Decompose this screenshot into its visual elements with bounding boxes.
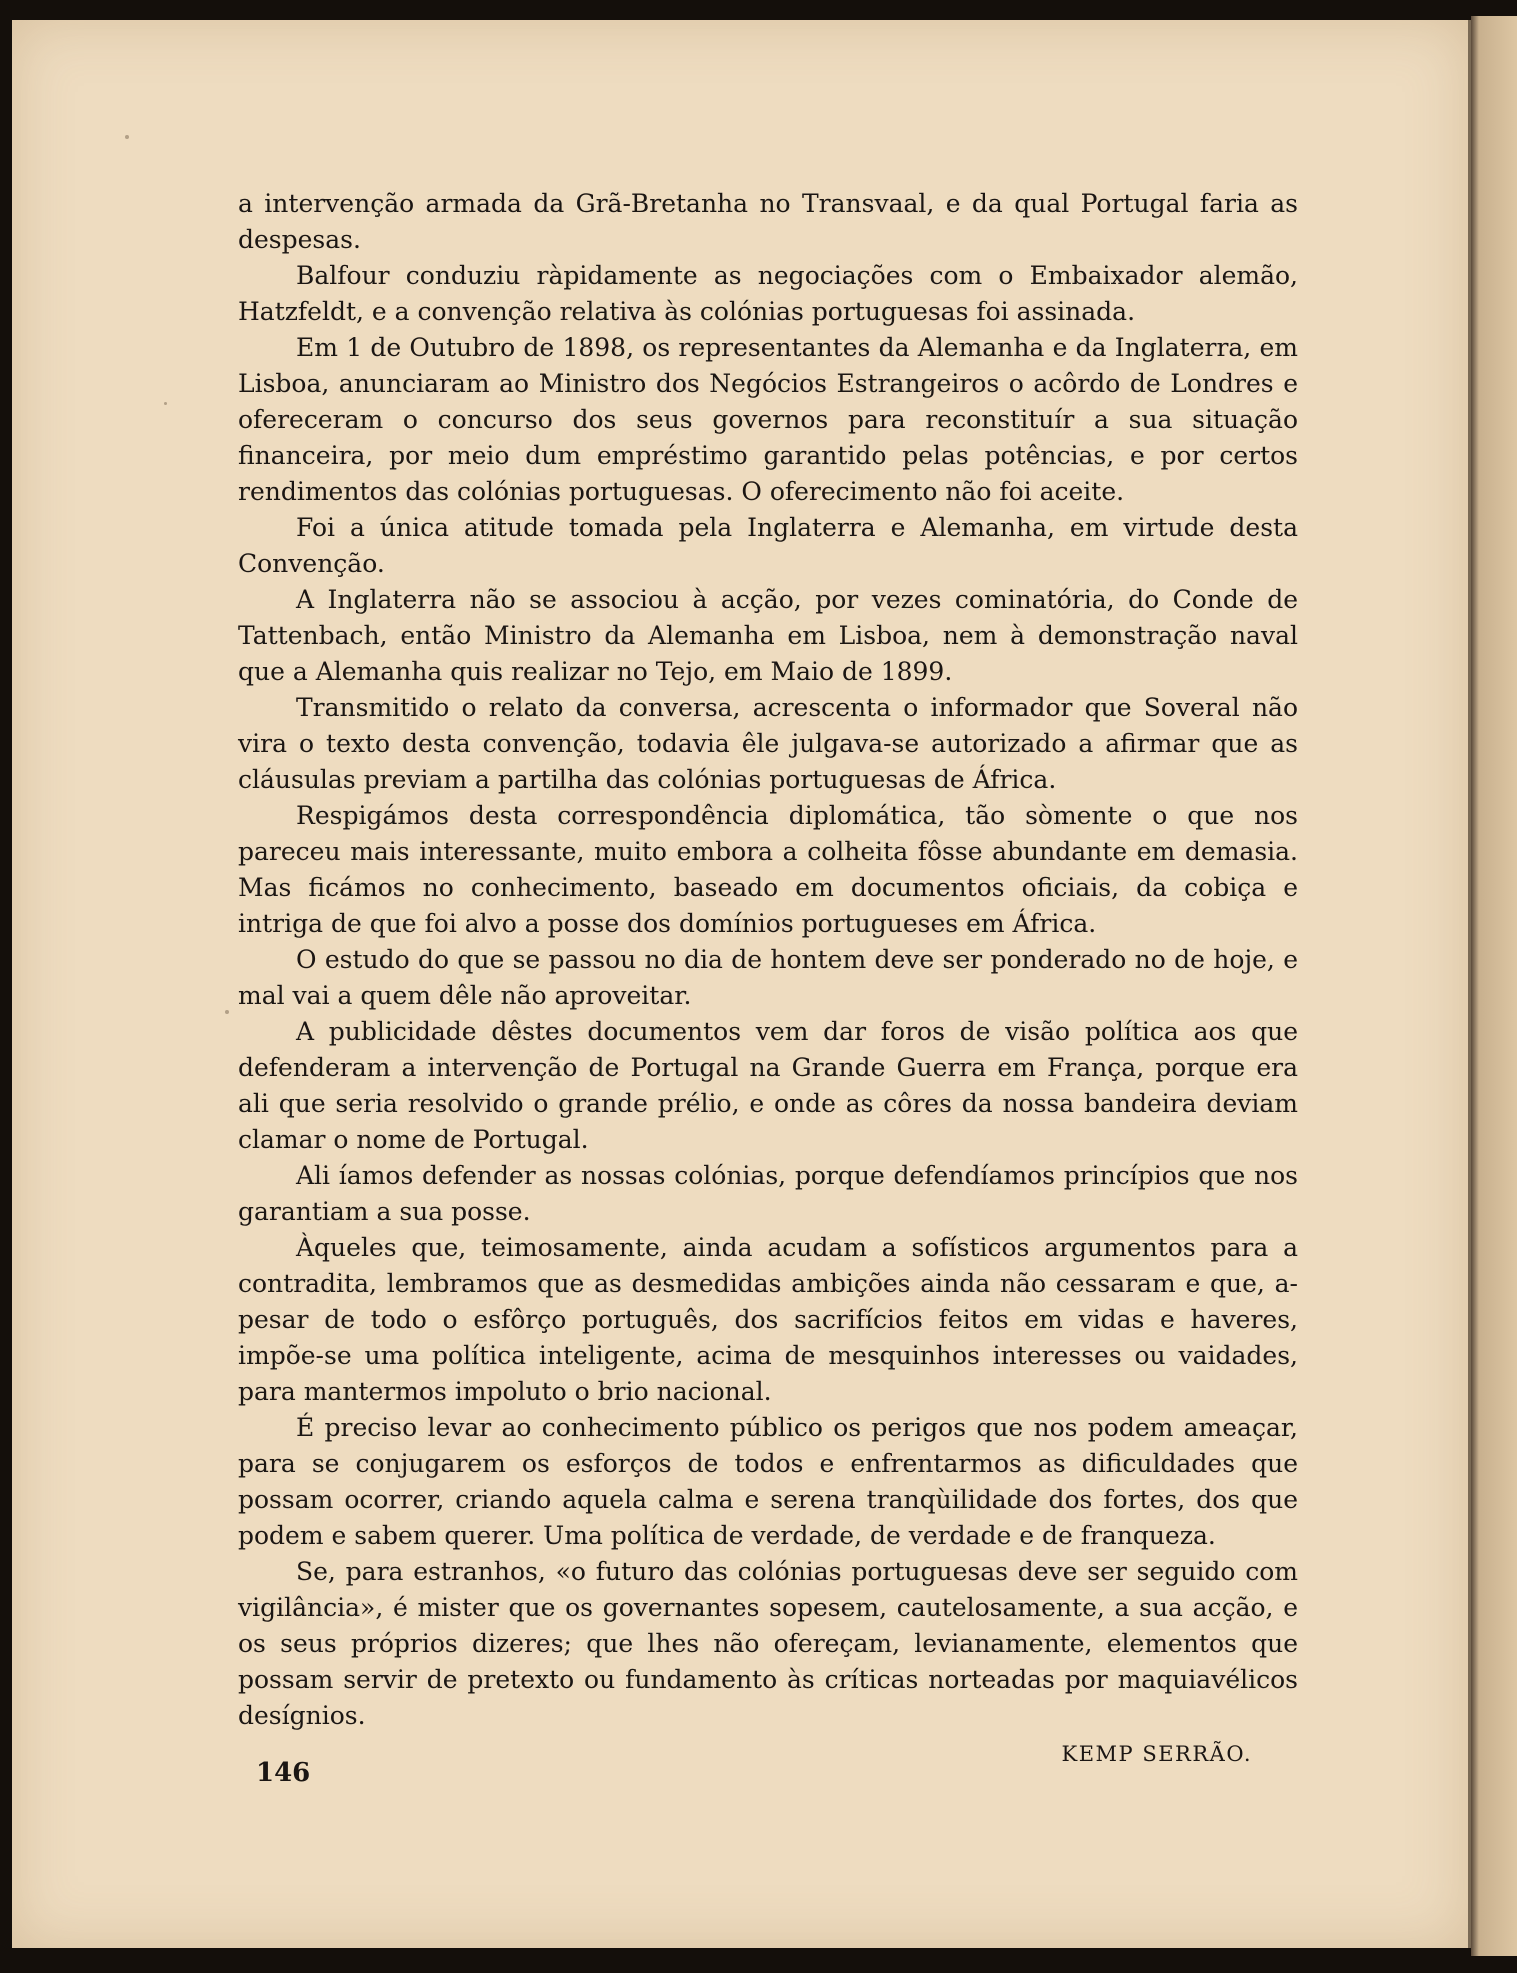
paragraph: Em 1 de Outubro de 1898, os representantes da Alemanha e da Inglaterra, em Lisboa, anunciaram ao Ministro dos Negócios Estrangeiros o acôrdo de Londres e ofereceram o concurso dos seus governos para reconstituír a sua situação financeira, por meio dum empréstimo garantido pelas potências, e por certos rendimentos das colónias portuguesas. O oferecimento não foi aceite.	[238, 333, 1298, 506]
paragraph: A Inglaterra não se associou à acção, por vezes cominatória, do Conde de Tattenbach, então Ministro da Alemanha em Lisboa, nem à demonstração naval que a Alemanha quis realizar no Tejo, em Maio de 1899.	[238, 585, 1298, 686]
paragraph: Àqueles que, teimosamente, ainda acudam a sofísticos argumentos para a contradita, lembramos que as desmedidas ambições ainda não cessaram e que, a-pesar de todo o esfôrço português, dos sacrifícios feitos em vidas e haveres, impõe-se uma política inteligente, acima de mesquinhos interesses ou vaidades, para mantermos impoluto o brio nacional.	[238, 1233, 1298, 1406]
author-signature: KEMP SERRÃO.	[1061, 1742, 1252, 1766]
paragraph: O estudo do que se passou no dia de hontem deve ser ponderado no de hoje, e mal vai a quem dêle não aproveitar.	[238, 945, 1298, 1010]
paragraph-continuation: a intervenção armada da Grã-Bretanha no Transvaal, e da qual Portugal faria as despesas.	[238, 189, 1298, 254]
paragraph: Respigámos desta correspondência diplomática, tão sòmente o que nos pareceu mais interessante, muito embora a colheita fôsse abundante em demasia. Mas ficámos no conhecimento, baseado em documentos oficiais, da cobiça e intriga de que foi alvo a posse dos domínios portugueses em África.	[238, 801, 1298, 938]
paragraph: Balfour conduziu ràpidamente as negociações com o Embaixador alemão, Hatzfeldt, e a convenção relativa às colónias portuguesas foi assinada.	[238, 261, 1298, 326]
paragraph: Se, para estranhos, «o futuro das colónias portuguesas deve ser seguido com vigilância», é mister que os governantes sopesem, cautelosamente, a sua acção, e os seus próprios dizeres; que lhes não ofereçam, levianamente, elementos que possam servir de pretexto ou fundamento às críticas norteadas por maquiavélicos desígnios.	[238, 1557, 1298, 1730]
paper-speck	[225, 1010, 229, 1014]
facing-page-edge	[1471, 16, 1517, 1956]
page-text-body	[238, 186, 1298, 1770]
paragraph: Foi a única atitude tomada pela Inglaterra e Alemanha, em virtude desta Convenção.	[238, 513, 1298, 578]
paper-speck	[164, 402, 167, 405]
paragraph: Ali íamos defender as nossas colónias, porque defendíamos princípios que nos garantiam a sua posse.	[238, 1161, 1298, 1226]
page-number: 146	[256, 1758, 311, 1788]
paragraph: É preciso levar ao conhecimento público os perigos que nos podem ameaçar, para se conjugarem os esforços de todos e enfrentarmos as dificuldades que possam ocorrer, criando aquela calma e serena tranqùilidade dos fortes, dos que podem e sabem querer. Uma política de verdade, de verdade e de franqueza.	[238, 1413, 1298, 1550]
paragraph: Transmitido o relato da conversa, acrescenta o informador que Soveral não vira o texto desta convenção, todavia êle julgava-se autorizado a afirmar que as cláusulas previam a partilha das colónias portuguesas de África.	[238, 693, 1298, 794]
paragraph: A publicidade dêstes documentos vem dar foros de visão política aos que defenderam a intervenção de Portugal na Grande Guerra em França, porque era ali que seria resolvido o grande prélio, e onde as côres da nossa bandeira deviam clamar o nome de Portugal.	[238, 1017, 1298, 1154]
paper-speck	[125, 135, 129, 139]
